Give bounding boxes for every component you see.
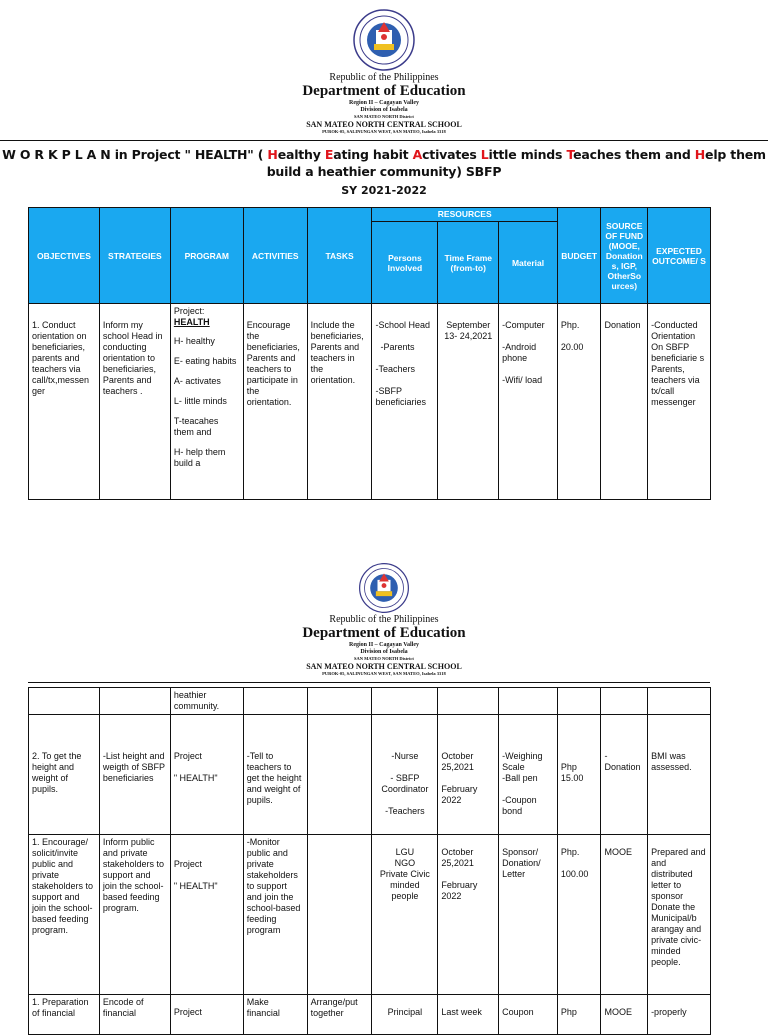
department-label: Department of Education [302, 83, 466, 99]
region-label: Region II – Cagayan Valley [348, 100, 419, 106]
rowA-activities: -Tell to teachers to get the height and weight of pupils. [243, 715, 307, 835]
header-strategies: STRATEGIES [99, 208, 170, 304]
table-row [29, 835, 711, 995]
rowB-material: Sponsor/ Donation/ Letter [499, 835, 558, 995]
rowC-outcome: -properly [648, 995, 711, 1035]
row1-time: September 13- 24,2021 [438, 304, 499, 500]
rowC-material: Coupon [499, 995, 558, 1035]
rowB-activities: -Monitor public and private stakeholders to support and join the school-based feeding program [243, 835, 307, 995]
row1-activities: Encourage the beneficiaries, Parents and teachers to participate in the orientation. [243, 304, 307, 500]
school-label: SAN MATEO NORTH CENTRAL SCHOOL [306, 662, 462, 671]
rowC-persons: Principal [372, 995, 438, 1035]
table-row [29, 715, 711, 835]
address-label: PUROK-05, SALINUNGAN WEST, SAN MATEO, Isabela 3318 [322, 129, 446, 134]
rowA-strategies: -List height and weigth of SBFP beneficiaries [99, 715, 170, 835]
rowB-budget: Php. 100.00 [557, 835, 601, 995]
header-budget: BUDGET [557, 208, 601, 304]
header-outcome: EXPECTED OUTCOME/ S [648, 208, 711, 304]
rowC-time: Last week [438, 995, 499, 1035]
row1-outcome: -Conducted Orientation On SBFP beneficiarie s Parents, teachers via tx/call messenger [648, 304, 711, 500]
work-plan-table-page2 [28, 687, 711, 1035]
rowA-outcome: BMI was assessed. [648, 715, 711, 835]
header-time: Time Frame (from-to) [438, 222, 499, 304]
rowB-objectives: 1. Encourage/ solicit/invite public and private stakeholders to support and join the school-based feeding program. [29, 835, 100, 995]
rowB-program: Project " HEALTH" [170, 835, 243, 995]
district-label: SAN MATEO NORTH District [354, 656, 414, 661]
table-row [29, 995, 711, 1035]
rowC-program: Project [170, 995, 243, 1035]
header-resources: RESOURCES [372, 208, 557, 222]
deped-seal-icon [358, 562, 410, 614]
table-row [29, 688, 711, 715]
rowB-strategies: Inform public and private stakeholders to support and join the school-based feeding program. [99, 835, 170, 995]
rowB-persons: LGU NGO Private Civic minded people [372, 835, 438, 995]
rowB-source: MOOE [601, 835, 648, 995]
rowA-time: October 25,2021 February 2022 [438, 715, 499, 835]
work-plan-table-page1 [28, 207, 711, 500]
rowA-material: -Weighing Scale -Ball pen -Coupon bond [499, 715, 558, 835]
row1-source: Donation [601, 304, 648, 500]
district-label: SAN MATEO NORTH District [354, 114, 414, 119]
department-label: Department of Education [302, 625, 466, 641]
row1-tasks: Include the beneficiaries, Parents and teachers in the orientation. [307, 304, 372, 500]
title-line-1: W O R K P L A N in Project " HEALTH" ( Healthy Eating habit Activates Little minds Teaches them and Help them [2, 147, 766, 162]
page2-letterhead [0, 562, 768, 677]
republic-label: Republic of the Philippines [329, 72, 439, 83]
rowC-activities: Make financial [243, 995, 307, 1035]
title-line-2: build a heathier community) SBFP [266, 164, 502, 179]
rowC-objectives: 1. Preparation of financial [29, 995, 100, 1035]
division-label: Division of Isabela [360, 107, 408, 113]
rowC-strategies: Encode of financial [99, 995, 170, 1035]
rowC-tasks: Arrange/put together [307, 995, 372, 1035]
header-activities: ACTIVITIES [243, 208, 307, 304]
row1-program: Project: HEALTH H- healthy E- eating habits A- activates L- little minds T-teacahes them and H- help them build a [170, 304, 243, 500]
rowA-persons: -Nurse - SBFP Coordinator -Teachers [372, 715, 438, 835]
rowA-objectives: 2. To get the height and weight of pupils. [29, 715, 100, 835]
region-label: Region II – Cagayan Valley [348, 642, 419, 648]
rowA-program: Project " HEALTH" [170, 715, 243, 835]
rowA-source: - Donation [601, 715, 648, 835]
school-year: SY 2021-2022 [341, 184, 427, 197]
rowB-time: October 25,2021 February 2022 [438, 835, 499, 995]
header-rule [0, 140, 768, 141]
rowA-budget: Php 15.00 [557, 715, 601, 835]
header-source: SOURCE OF FUND (MOOE, Donation s, IGP, OtherSo urces) [601, 208, 648, 304]
rowB-outcome: Prepared and and distributed letter to sponsor Donate the Municipal/b arangay and private civic-minded people. [648, 835, 711, 995]
address-label: PUROK-05, SALINUNGAN WEST, SAN MATEO, Isabela 3318 [322, 671, 446, 676]
school-label: SAN MATEO NORTH CENTRAL SCHOOL [306, 120, 462, 129]
page1-letterhead [0, 8, 768, 135]
division-label: Division of Isabela [360, 649, 408, 655]
header-program: PROGRAM [170, 208, 243, 304]
table-row [29, 304, 711, 500]
cont-program: heathier community. [170, 688, 243, 715]
row1-strategies: Inform my school Head in conducting orientation to beneficiaries, Parents and teachers . [99, 304, 170, 500]
header-material: Material [499, 222, 558, 304]
header-persons: Persons Involved [372, 222, 438, 304]
rowC-source: MOOE [601, 995, 648, 1035]
row1-objectives: 1. Conduct orientation on beneficiaries, parents and teachers via call/tx,messen ger [29, 304, 100, 500]
republic-label: Republic of the Philippines [329, 614, 439, 625]
row1-persons: -School Head -Parents -Teachers -SBFP beneficiaries [372, 304, 438, 500]
row1-material: -Computer -Android phone -Wifi/ load [499, 304, 558, 500]
deped-seal-icon [352, 8, 416, 72]
header-tasks: TASKS [307, 208, 372, 304]
row1-budget: Php. 20.00 [557, 304, 601, 500]
header-objectives: OBJECTIVES [29, 208, 100, 304]
header-rule [28, 682, 710, 683]
work-plan-title [0, 146, 768, 180]
rowC-budget: Php [557, 995, 601, 1035]
